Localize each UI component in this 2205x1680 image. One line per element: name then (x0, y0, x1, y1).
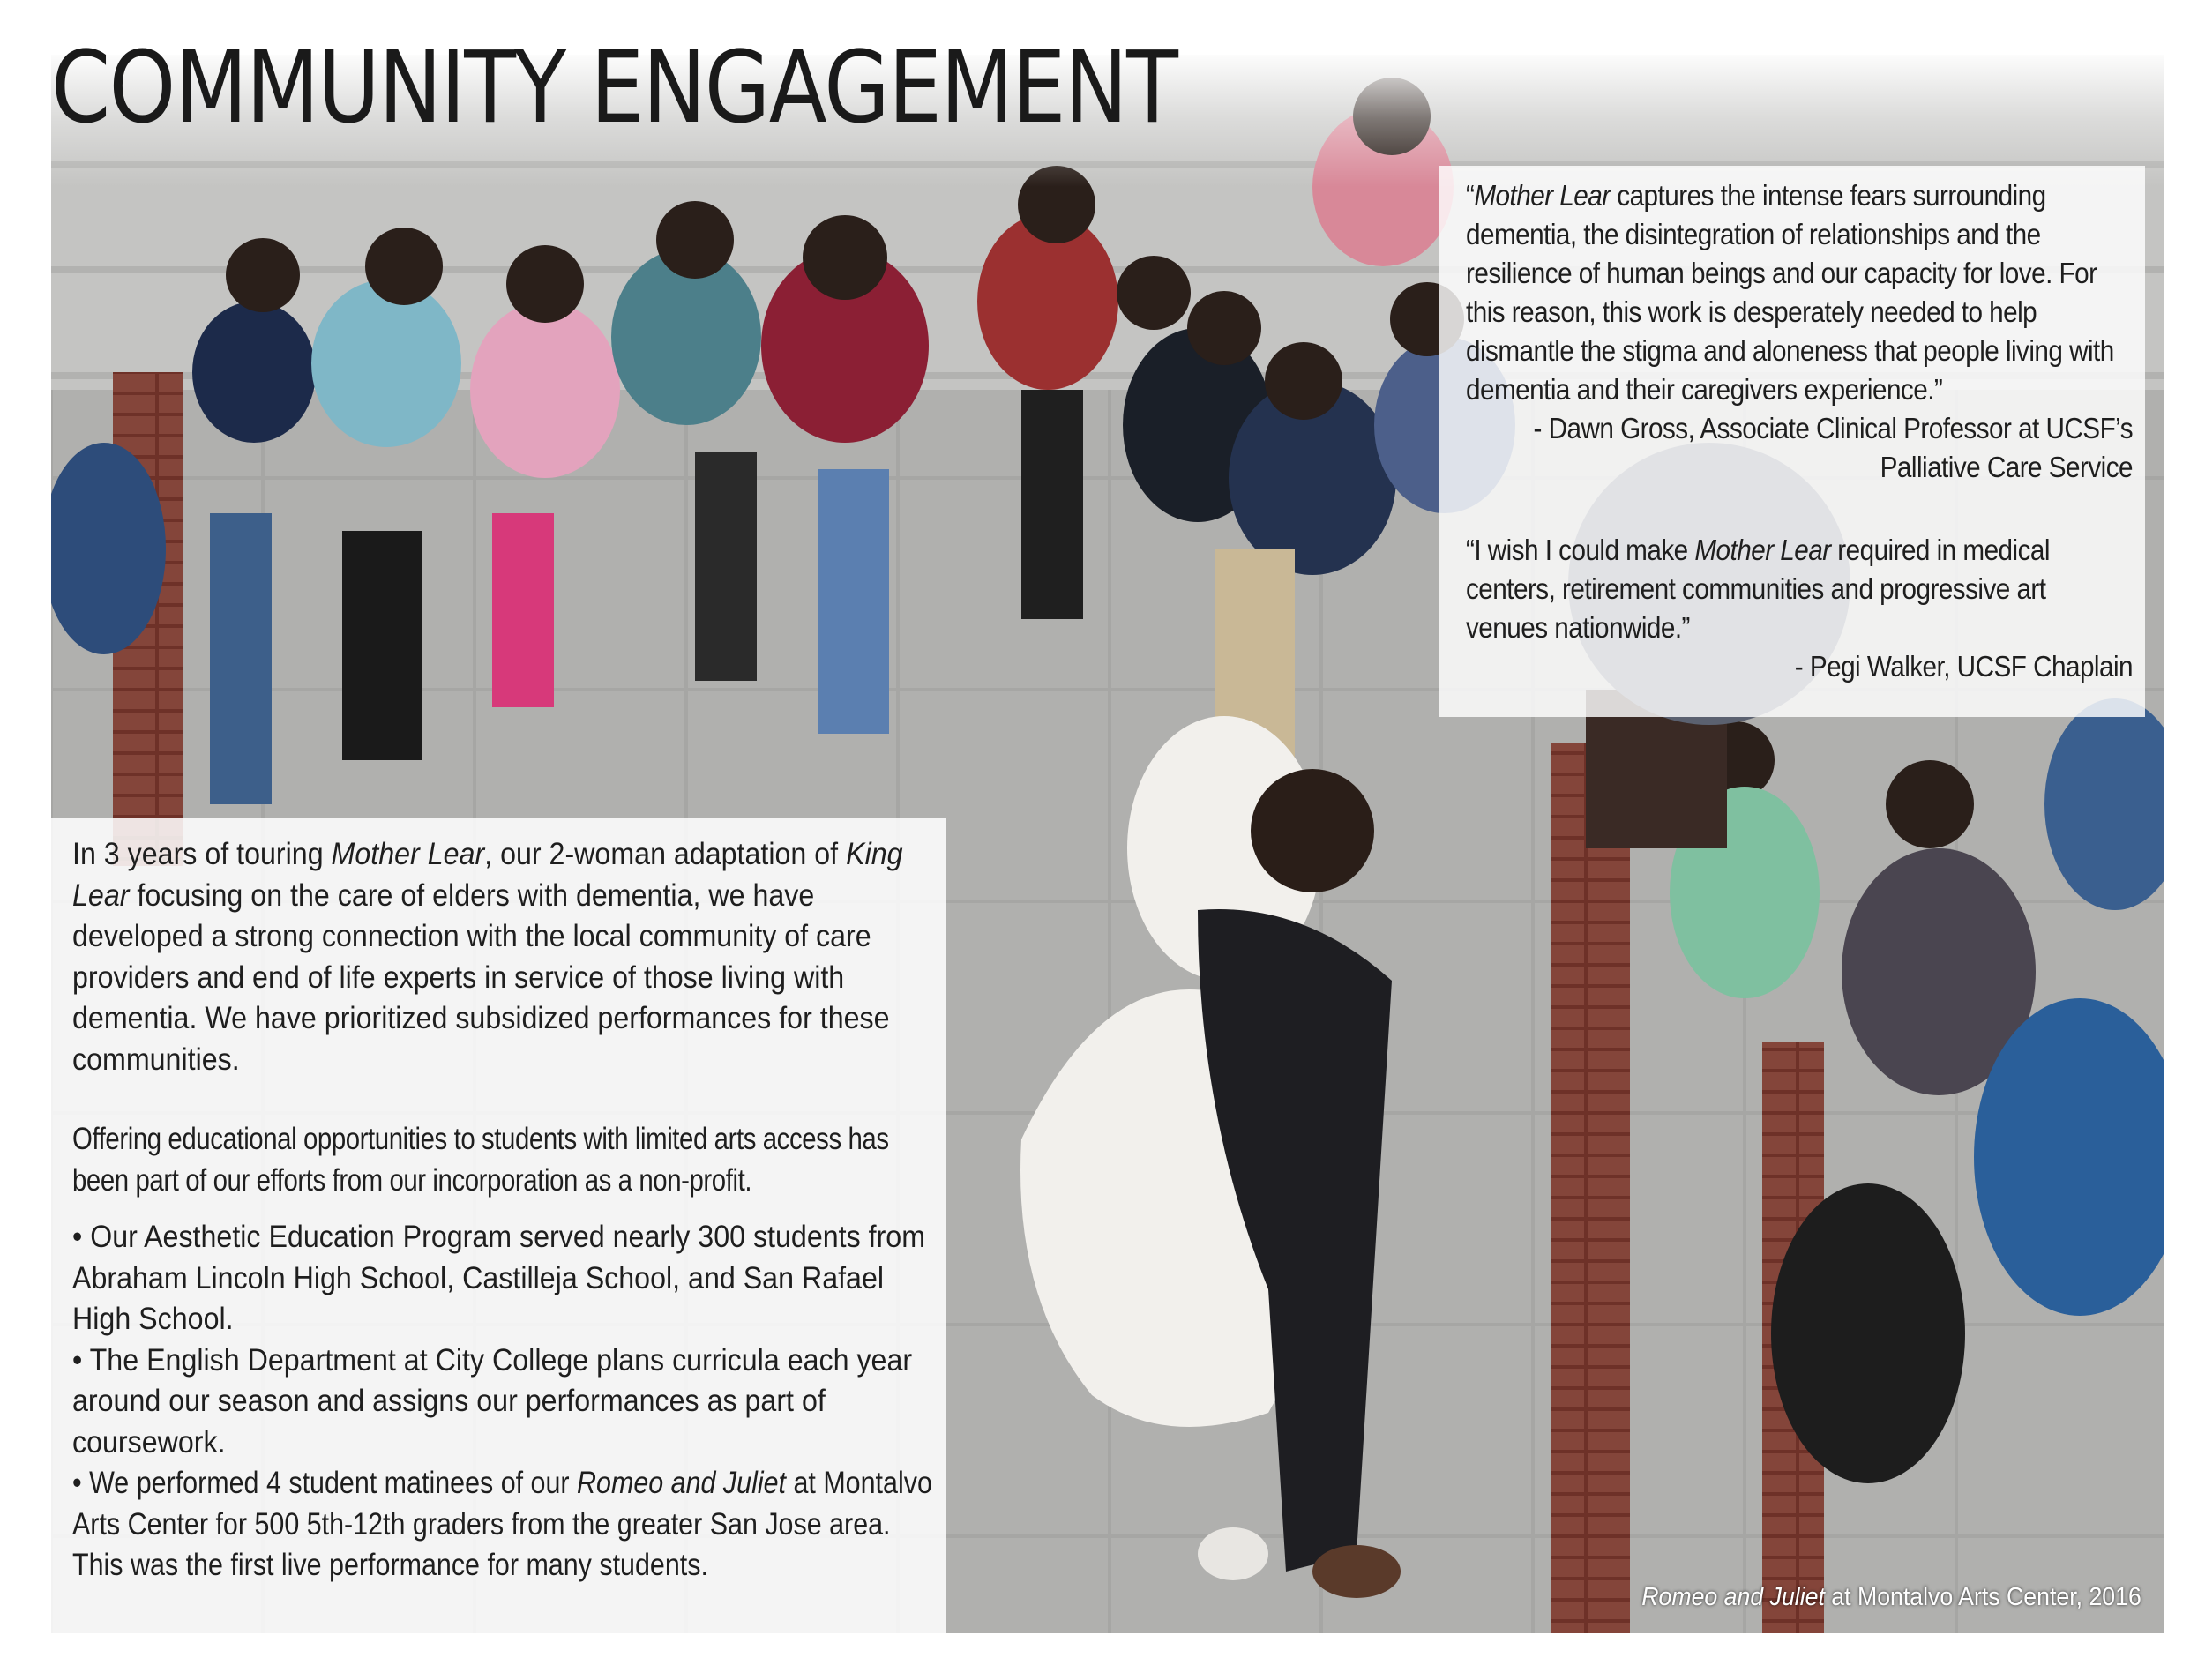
bullet-city-college: • The English Department at City College plans curricula each year around our season and assigns our performances as part of coursework. (72, 1342, 913, 1460)
bullet3-part-a: • We performed 4 student matinees of our (72, 1466, 578, 1500)
caption-text: at Montalvo Arts Center, 2016 (1825, 1583, 2141, 1611)
quote-1-attribution-line1: - Dawn Gross, Associate Clinical Professor at UCSF’s (1533, 412, 2133, 444)
quote-2-text (1466, 531, 2132, 647)
intro-title-mother-lear: Mother Lear (331, 837, 485, 871)
page-title: COMMUNITY ENGAGEMENT (51, 31, 1177, 146)
bullet3-part-b: at Montalvo Arts Center for 500 5th-12th graders from the greater San Jose area. This was the first live performance for many students. (72, 1466, 932, 1582)
intro-part-c: focusing on the care of elders with dementia, we have developed a strong connection with the local community of care providers and end of life experts in service of those living with dementia. We have prioritized subsidized performances for these communities. (72, 877, 890, 1077)
bullet-aesthetic-education: • Our Aesthetic Education Program served nearly 300 students from Abraham Lincoln High School, Castilleja School, and San Rafael High School. (72, 1220, 926, 1336)
quote-1-open: “ (1466, 179, 1475, 212)
photo-caption (1641, 1583, 2141, 1612)
intro-paragraph (72, 834, 932, 1080)
quote-gap (1466, 487, 2133, 531)
paragraph-gap (72, 1080, 938, 1119)
quote-1-text (1466, 176, 2132, 409)
caption-title: Romeo and Juliet (1641, 1583, 1826, 1611)
quote-1-attribution-line2: Palliative Care Service (1880, 451, 2133, 483)
quote-panel (1439, 166, 2145, 717)
intro-part-b: , our 2-woman adaptation of (484, 837, 847, 871)
paragraph-gap-small (72, 1201, 938, 1217)
bullet3-title: Romeo and Juliet (577, 1466, 787, 1500)
quote-1-play-title: Mother Lear (1474, 179, 1611, 212)
main-text-panel (51, 818, 946, 1633)
quote-2-before: “I wish I could make (1466, 534, 1695, 566)
education-paragraph: Offering educational opportunities to students with limited arts access has been part of our efforts from our incorporation as a non-profit. (72, 1122, 889, 1198)
bullet-student-matinees (72, 1463, 938, 1587)
intro-title-king-lear: King Lear (72, 837, 903, 913)
quote-2-play-title: Mother Lear (1694, 534, 1831, 566)
quote-2-after: required in medical centers, retirement communities and progressive art venues nationwide.” (1466, 534, 2050, 644)
intro-part-a: In 3 years of touring (72, 837, 332, 871)
quote-1-body: captures the intense fears surrounding dementia, the disintegration of relationships and the resilience of human beings and our capacity for love. For this reason, this work is desperately needed to help dismantle the stigma and aloneness that people living with dementia and their caregivers experience.” (1466, 179, 2114, 406)
quote-2-attribution: - Pegi Walker, UCSF Chaplain (1794, 650, 2133, 683)
